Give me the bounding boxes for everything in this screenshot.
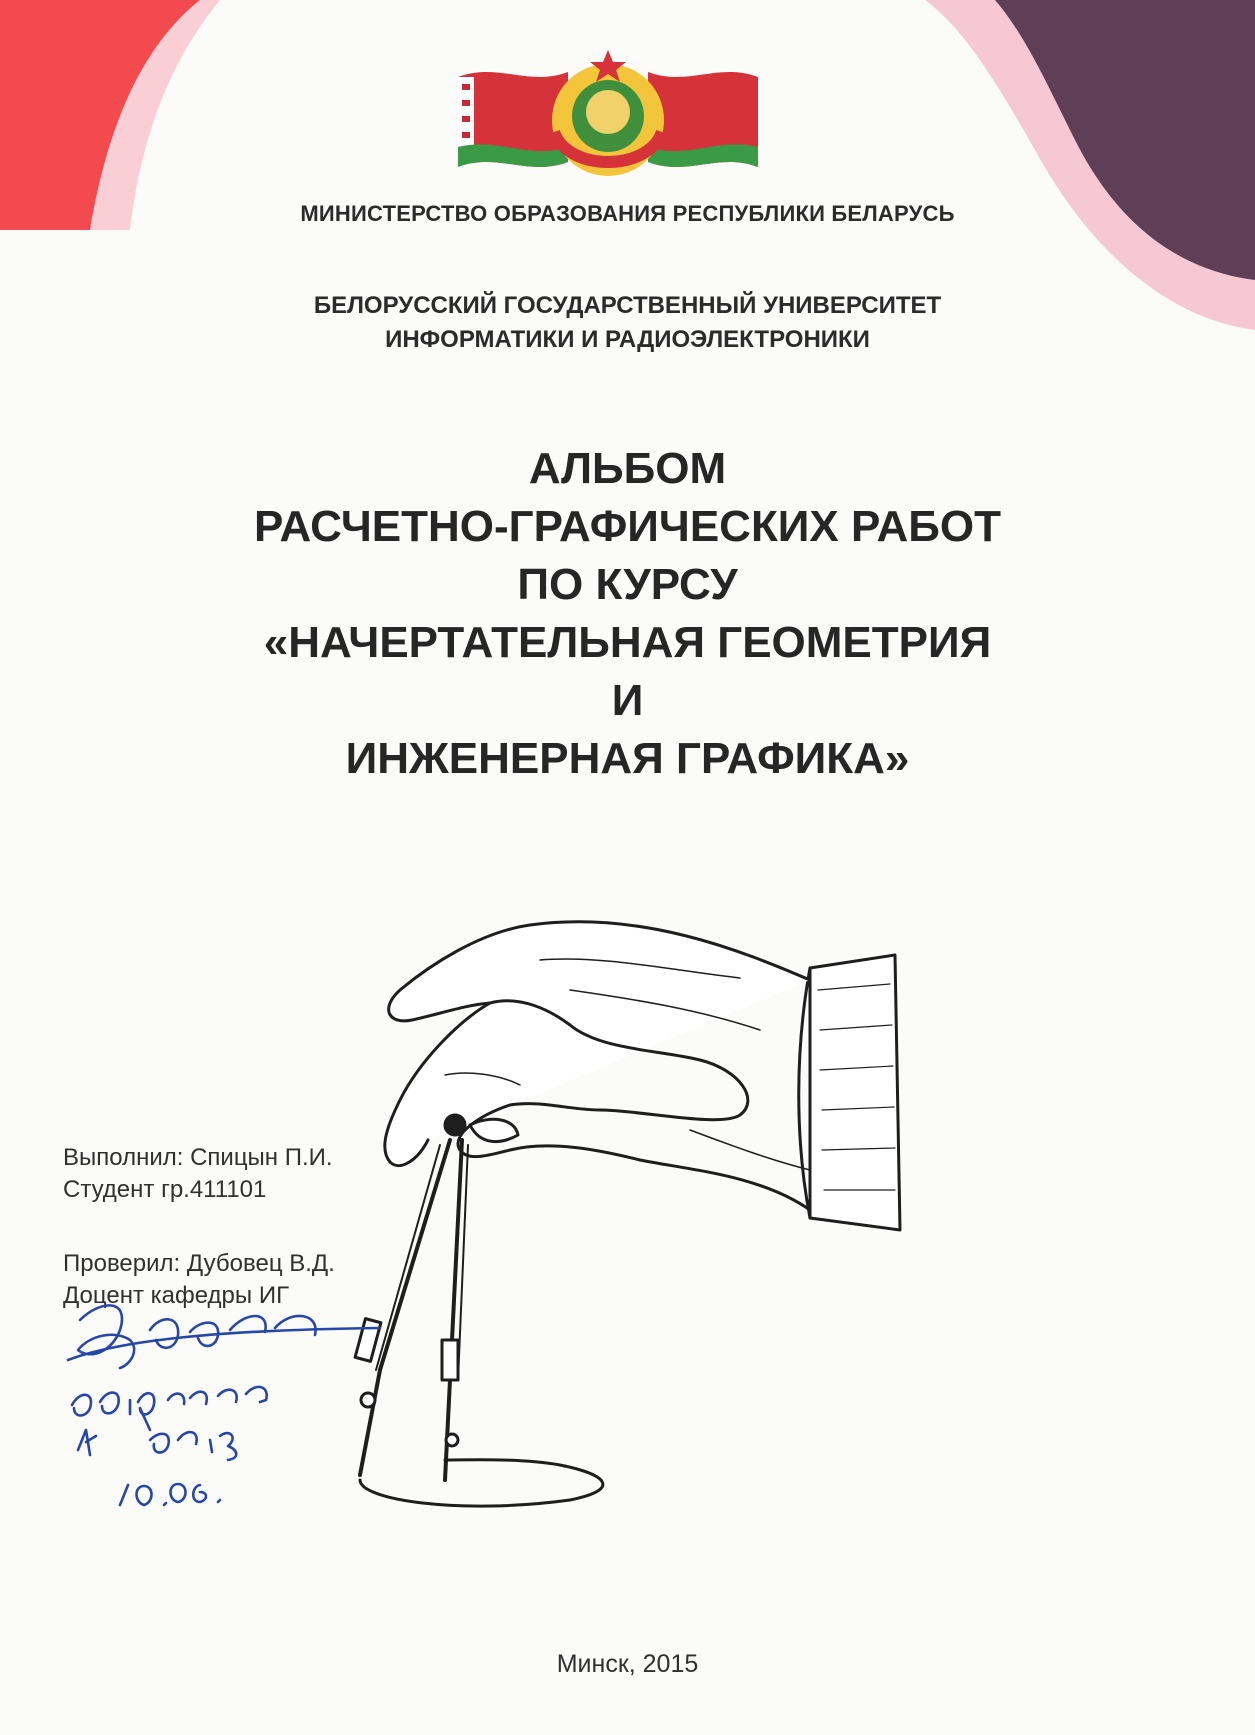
corner-decoration-left [0,0,220,230]
signature-block [63,1142,335,1312]
document-title [0,440,1255,788]
title-line5: И [611,676,644,725]
title-line1: АЛЬБОМ [528,444,727,493]
university-name-line2: ИНФОРМАТИКИ И РАДИОЭЛЕКТРОНИКИ [385,326,870,353]
checked-by: Проверил: Дубовец В.Д. [63,1250,335,1277]
corner-decoration-right [925,0,1255,330]
belarus-emblem-icon [458,42,758,192]
ministry-title: МИНИСТЕРСТВО ОБРАЗОВАНИЯ РЕСПУБЛИКИ БЕЛАРУСЬ [300,201,955,226]
city-year: Минск, 2015 [556,1650,699,1678]
hand-compass-illustration [340,900,950,1540]
university-name-line1: БЕЛОРУССКИЙ ГОСУДАРСТВЕННЫЙ УНИВЕРСИТЕТ [313,292,942,319]
performed-by: Выполнил: Спицын П.И. [63,1144,333,1171]
student-group: Студент гр.411101 [63,1176,267,1203]
title-line2: РАСЧЕТНО-ГРАФИЧЕСКИХ РАБОТ [254,502,1001,551]
title-line3: ПО КУРСУ [517,560,738,609]
checker-position: Доцент кафедры ИГ [63,1282,290,1309]
handwritten-signature [60,1290,400,1520]
title-line6: ИНЖЕНЕРНАЯ ГРАФИКА» [345,734,910,783]
university-name [0,289,1255,357]
title-line4: «НАЧЕРТАТЕЛЬНАЯ ГЕОМЕТРИЯ [263,618,992,667]
